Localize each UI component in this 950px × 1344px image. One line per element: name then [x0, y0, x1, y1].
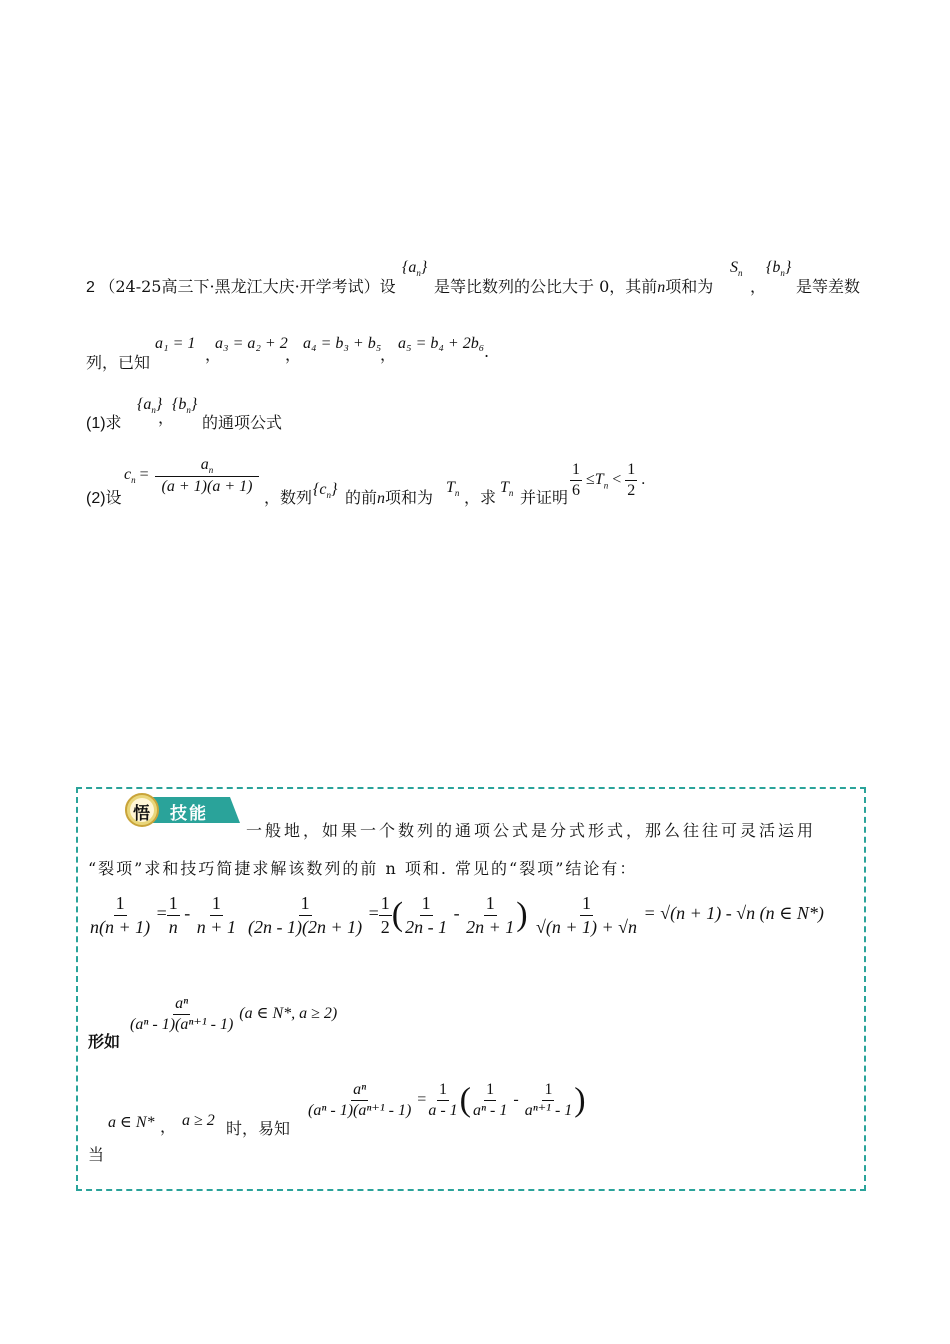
- c-n: $c_n$ =: [124, 466, 149, 486]
- fraction: [167, 892, 180, 938]
- denominator: n: [168, 916, 178, 937]
- seq-b: {b: [766, 259, 781, 276]
- problem-source: （24-25高三下·黑龙江大庆·开学考试）: [99, 277, 380, 296]
- skill-box: [76, 787, 866, 1191]
- text: 的前: [345, 488, 378, 507]
- fraction: [625, 460, 637, 501]
- fraction: [195, 892, 238, 938]
- formula-3-rhs: = √(n + 1) - √n (n ∈ N*): [643, 903, 824, 924]
- fraction: [88, 892, 152, 938]
- sub: n: [738, 268, 743, 279]
- brace: }: [155, 396, 163, 413]
- numerator: 1: [114, 892, 127, 916]
- denominator: (a + 1)(a + 1): [161, 478, 253, 496]
- q2-mid: ，数列: [264, 488, 313, 507]
- c-n-fraction: [155, 455, 259, 497]
- denominator: (2n - 1)(2n + 1): [248, 916, 363, 937]
- fraction: [471, 1080, 509, 1121]
- numerator: 1: [484, 1080, 496, 1101]
- q1-seq-b: [172, 396, 197, 415]
- fraction: [403, 892, 449, 938]
- denominator: 2: [380, 916, 390, 937]
- cond-2: a₃ = a₂ + 2: [215, 335, 288, 352]
- q1-label: (1)求: [86, 415, 122, 432]
- var-n: n: [377, 490, 386, 507]
- sub: n: [416, 268, 421, 279]
- fraction: [379, 892, 392, 938]
- badge-right: 技能: [170, 804, 208, 824]
- numerator: 1: [420, 892, 433, 916]
- cond-3: a₄ = b₃ + b₅: [303, 335, 382, 352]
- comma: ，: [158, 408, 175, 427]
- brace: }: [331, 481, 338, 498]
- formula-1: $\frac{1}{n(n + 1)}$ = $\frac{1}{n}$ - $\frac{1}{n + 1}$: [90, 893, 236, 937]
- numerator: aⁿ: [351, 1080, 368, 1101]
- fraction: [570, 460, 582, 501]
- sub: n: [780, 268, 785, 279]
- denominator: 2n - 1: [405, 916, 448, 937]
- cond-4: a₅ = b₄ + 2b₆: [398, 335, 485, 352]
- text-she: 设: [379, 277, 396, 296]
- skill-badge: [120, 793, 242, 827]
- denominator: 2n + 1: [466, 916, 515, 937]
- formula-5: $\frac{\text{aⁿ}}{\text{(aⁿ - 1)(aⁿ⁺¹ - 1)}}$ = $\frac{1}{a - 1}$ ( $\frac{1}{\text{aⁿ - 1}}$ - $\frac{1}{\text{aⁿ⁺¹ - 1}}$ ): [308, 1081, 586, 1119]
- numerator: aⁿ: [173, 994, 190, 1015]
- cond-b: a ≥ 2: [182, 1112, 215, 1129]
- fraction: [464, 892, 516, 938]
- numerator: 1: [379, 892, 392, 916]
- denominator: (aⁿ - 1)(aⁿ⁺¹ - 1): [130, 1016, 234, 1033]
- cond-a: a ∈ N*: [108, 1114, 155, 1131]
- formula-4-cond: (a ∈ N*, a ≥ 2): [239, 1005, 338, 1023]
- numerator: 1: [570, 460, 582, 481]
- fraction: [426, 1080, 459, 1121]
- lt: <: [612, 471, 622, 489]
- fraction: [534, 892, 639, 938]
- fraction: [523, 1080, 575, 1121]
- denominator: aⁿ - 1: [472, 1102, 508, 1119]
- numerator: 1: [167, 892, 180, 916]
- T-n: [500, 479, 513, 498]
- num-a: a: [200, 456, 209, 473]
- seq-a: {a: [137, 396, 152, 413]
- skill-intro-1: 一般地，如果一个数列的通项公式是分式形式，那么往往可灵活运用: [246, 821, 817, 840]
- sub: n: [151, 405, 156, 416]
- denominator: n(n + 1): [90, 916, 151, 937]
- denominator: (aⁿ - 1)(aⁿ⁺¹ - 1): [308, 1102, 412, 1119]
- sub: n: [186, 405, 191, 416]
- seq-a: {a: [402, 259, 417, 276]
- seq-a-formula: [402, 259, 427, 278]
- fraction: [128, 994, 235, 1035]
- numerator: [155, 455, 259, 477]
- numerator: 1: [580, 892, 593, 916]
- seq-b: {b: [172, 396, 187, 413]
- sub: n: [131, 475, 136, 486]
- line1-mid: [434, 274, 713, 297]
- sub: n: [208, 465, 214, 476]
- period: .: [484, 342, 490, 361]
- denominator: n + 1: [196, 916, 236, 937]
- numerator: 1: [299, 892, 312, 916]
- text-dengbi: 是等比数列的公比大于 0，其前: [434, 277, 658, 296]
- T: T: [446, 479, 455, 496]
- S-n: [730, 259, 743, 278]
- denominator: a - 1: [428, 1102, 458, 1119]
- q1-tail: 的通项公式: [202, 413, 283, 432]
- brace: }: [420, 259, 428, 276]
- denominator: 6: [572, 482, 580, 499]
- problem-number: 2: [86, 279, 95, 296]
- q2-label: (2)设: [86, 490, 122, 507]
- fraction: [246, 892, 364, 938]
- text: 项和为: [385, 488, 434, 507]
- seq-c-text: {c: [313, 481, 327, 498]
- text-lie: 列，已知: [86, 353, 151, 372]
- badge-left: 悟: [133, 804, 150, 824]
- skill-intro-2: “裂项”求和技巧简捷求解该数列的前 n 项和. 常见的“裂项”结论有：: [88, 859, 638, 878]
- comma: ，: [205, 345, 222, 364]
- leq: ≤: [586, 471, 595, 489]
- numerator: 1: [437, 1080, 449, 1101]
- q2-mid2: [345, 485, 433, 508]
- formula-3: [534, 892, 824, 938]
- seq-c: [313, 481, 337, 500]
- fraction: [306, 1080, 413, 1121]
- S: S: [730, 259, 738, 276]
- sub: n: [508, 488, 514, 499]
- c: c: [124, 466, 132, 483]
- q2-mid5: 并证明: [520, 488, 569, 507]
- inequality: [570, 460, 645, 501]
- numerator: 1: [625, 460, 637, 481]
- period: .: [641, 471, 646, 489]
- denominator: √(n + 1) + √n: [536, 916, 638, 937]
- numerator: 1: [484, 892, 497, 916]
- comma: ，: [285, 345, 302, 364]
- T: T: [594, 471, 604, 489]
- formula-4: [128, 994, 337, 1035]
- brace: }: [190, 396, 198, 413]
- denominator: 2: [627, 482, 636, 499]
- formula-2: $\frac{1}{(2n - 1)(2n + 1)}$ = $\frac{1}{2}$ ( $\frac{1}{2n - 1}$ - $\frac{1}{2n + 1}$ ): [248, 893, 528, 937]
- T-n: [446, 479, 459, 498]
- sub: n: [326, 490, 331, 501]
- text-shi-yizhi: 时，易知: [226, 1119, 291, 1138]
- text-xingru: 形如: [88, 1032, 121, 1051]
- q2-mid4: ，求: [464, 488, 497, 507]
- comma: ，: [750, 277, 767, 296]
- T: T: [500, 479, 509, 496]
- denominator: aⁿ⁺¹ - 1: [524, 1102, 573, 1119]
- sub: n: [454, 488, 460, 499]
- text-dengcha: 是等差数: [796, 277, 861, 296]
- text-xianghe: 项和为: [665, 277, 714, 296]
- comma: ，: [160, 1117, 177, 1136]
- sub: n: [603, 480, 609, 491]
- text-dang: 当: [88, 1145, 105, 1164]
- numerator: 1: [542, 1080, 554, 1101]
- cond-1: a₁ = 1: [155, 335, 196, 352]
- var-n: n: [657, 279, 666, 296]
- comma: ，: [380, 345, 397, 364]
- brace: }: [784, 259, 792, 276]
- numerator: 1: [210, 892, 223, 916]
- seq-b-formula: [766, 259, 791, 278]
- fraction: [155, 455, 259, 497]
